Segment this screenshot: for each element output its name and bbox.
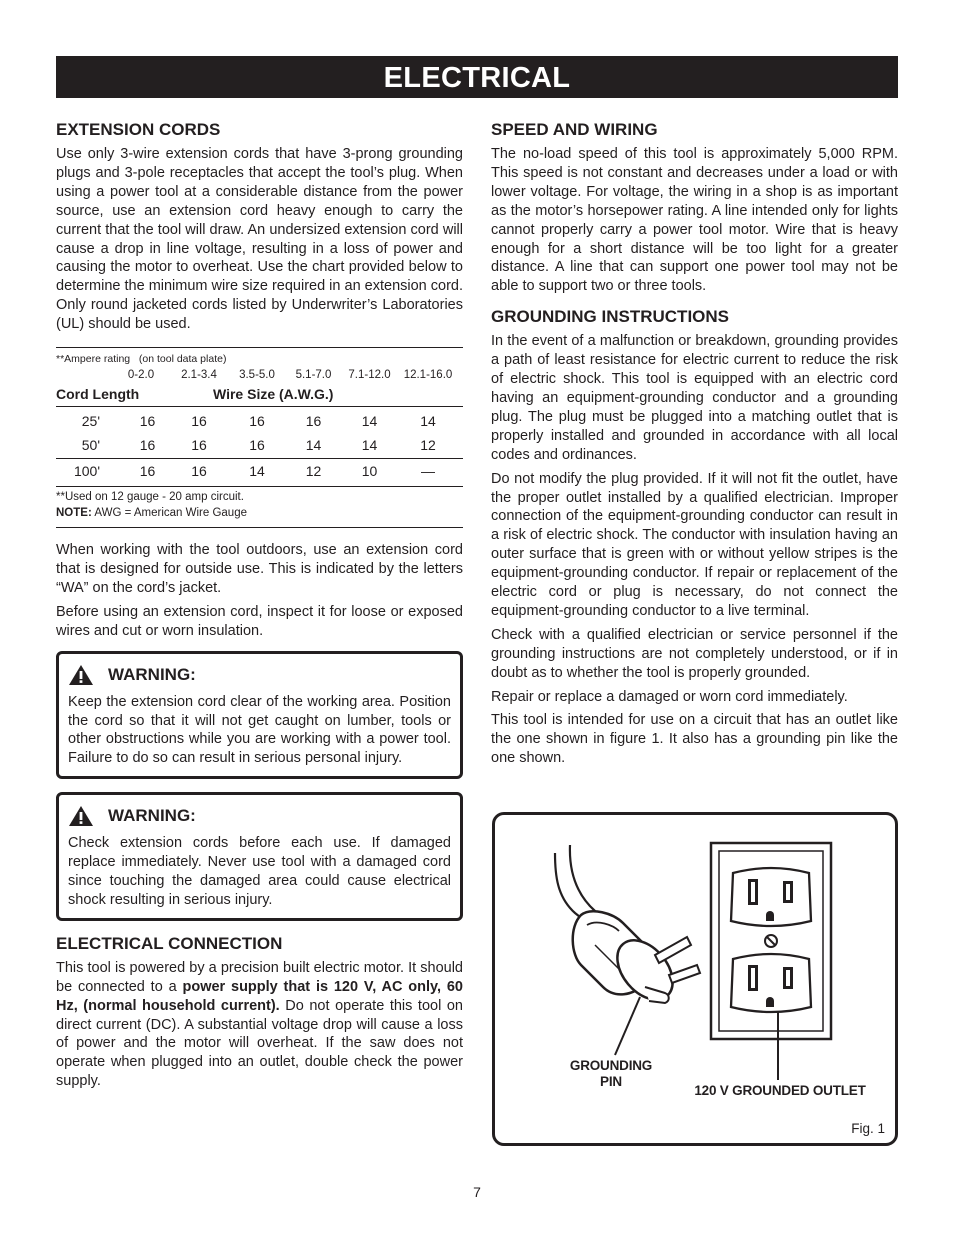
size-cell: 10 (361, 463, 378, 480)
electrical-connection-heading: ELECTRICAL CONNECTION (56, 933, 283, 953)
connection-text-b: Do not operate this tool on direct current (DC). A substantial voltage drop will cause a loss of power and the motor will overheat. If the saw does not operate when plugged into an outlet, double check the power supply. (56, 997, 463, 1090)
extension-cords-para-3: Before using an extension cord, inspect it for loose or exposed wires and cut or worn insulation. (56, 603, 463, 639)
ampere-ranges-row (56, 366, 463, 384)
size-cell: 12 (420, 437, 436, 454)
grounding-heading: GROUNDING INSTRUCTIONS (491, 307, 729, 327)
table-row (56, 458, 463, 483)
range-cell: 3.5-5.0 (239, 369, 275, 382)
section-title-bar (56, 56, 898, 98)
ampere-rating-title: **Ampere rating (56, 353, 131, 366)
size-cell: 12 (305, 463, 322, 480)
length-cell: 25' (81, 413, 100, 430)
size-cell: 16 (139, 413, 156, 430)
table-header-row (56, 384, 463, 407)
grounding-para-4: Repair or replace a damaged or worn cord immediately. (491, 688, 848, 705)
speed-wiring-section (491, 120, 898, 296)
range-cell: 0-2.0 (127, 369, 155, 382)
grounding-para-2: Do not modify the plug provided. If it will not fit the outlet, have the proper outlet installed by a qualified electrician. Improper connection of the equipment-grounding conductor can result in a risk of electric shock. The conductor with insulation having an outer surface that is green with or without yellow stripes is the equipment-grounding conductor. If repair or replacement of the electric cord or plug is necessary, do not connect the equipment-grounding conductor to a live terminal. (491, 470, 898, 619)
cord-length-header: Cord Length (56, 386, 140, 403)
warning-header (68, 664, 451, 686)
speed-wiring-text: The no-load speed of this tool is approximately 5,000 RPM. This speed is not constant and decreases under a load or with lower voltage. For voltage, the wiring in a shop is as important as the motor’s horsepower rating. A line intended only for lights cannot properly carry a power tool motor. Wire that is heavy enough for a short distance will be too light for a greater distance. A line that can support one power tool may not be able to support two or three tools. (491, 146, 898, 295)
size-cell: 16 (305, 413, 322, 430)
grounding-para-3: Check with a qualified electrician or service personnel if the grounding instructions are not completely understood, or if in doubt as to whether the tool is properly grounded. (491, 626, 898, 681)
size-cell: 16 (139, 463, 156, 480)
warning-text: Keep the extension cord clear of the working area. Position the cord so that it will not get caught on lumber, tools or other obstructions while you are working with a power tool. Failure to do so can result in serious personal injury. (68, 693, 451, 767)
warning-triangle-icon (68, 805, 94, 827)
size-cell: 16 (191, 437, 207, 454)
figure-1 (492, 812, 898, 1146)
grounding-section (491, 307, 898, 768)
size-cell: 14 (249, 463, 265, 480)
range-cell: 7.1-12.0 (348, 369, 391, 382)
range-cell: 5.1-7.0 (295, 369, 332, 382)
size-cell: 16 (139, 437, 156, 454)
grounding-para-1: In the event of a malfunction or breakdown, grounding provides a path of least resistance for electric current to reduce the risk of electric shock. This tool is equipped with an electric cord having an equipment-grounding conductor and a grounding plug. The plug must be plugged into a matching outlet that is properly installed and grounded in accordance with all local codes and ordinances. (491, 333, 898, 463)
extension-cords-section (56, 120, 463, 334)
size-cell: 16 (191, 463, 207, 480)
electrical-connection-section (56, 934, 463, 1091)
warning-label: WARNING: (108, 664, 196, 684)
size-cell: 16 (249, 437, 265, 454)
grounding-para-5: This tool is intended for use on a circuit that has an outlet like the one shown in figure 1. It also has a grounding pin like the one shown. (491, 712, 898, 767)
table-row (56, 409, 463, 433)
left-column (56, 120, 463, 1096)
wire-size-header: Wire Size (A.W.G.) (213, 386, 334, 403)
figure-caption: Fig. 1 (851, 1121, 885, 1136)
size-cell: 14 (361, 437, 378, 454)
electrical-connection-text (56, 959, 463, 1091)
warning-box-2 (56, 792, 463, 921)
grounding-pin-label-line-2: PIN (600, 1074, 622, 1089)
right-column (491, 120, 898, 773)
note-label: NOTE: (56, 506, 92, 519)
range-cell: 12.1-16.0 (403, 369, 453, 382)
table-footnotes (56, 486, 463, 521)
extension-cords-para-2: When working with the tool outdoors, use an extension cord that is designed for outside use. This is indicated by the letters “WA” on the cord’s jacket. (56, 542, 463, 596)
page-title: ELECTRICAL (383, 62, 571, 94)
warning-label: WARNING: (108, 806, 196, 826)
table-row (56, 433, 463, 457)
ampere-rating-label (56, 352, 463, 366)
speed-wiring-heading: SPEED AND WIRING (491, 120, 658, 139)
size-cell: 16 (191, 413, 207, 430)
extension-cords-para-1: Use only 3-wire extension cords that have 3-prong grounding plugs and 3-pole receptacles that accept the tool’s plug. When using a power tool at a considerable distance from the power source, use an extension cord heavy enough to carry the current that the tool will draw. An undersized extension cord will cause a drop in line voltage, resulting in a loss of power and causing the motor to overheat. Use the chart provided below to determine the minimum wire size required in an extension cord. Only round jacketed cords listed by Underwriter’s Laboratories (UL) should be used. (56, 146, 463, 333)
warning-triangle-icon (68, 664, 94, 686)
footnote-gauge: **Used on 12 gauge - 20 amp circuit. (56, 491, 244, 504)
size-cell: — (421, 463, 435, 480)
size-cell: 14 (361, 413, 378, 430)
wire-size-table (56, 347, 463, 528)
note-text: AWG = American Wire Gauge (91, 506, 247, 519)
warning-box-1 (56, 651, 463, 780)
warning-text: Check extension cords before each use. If damaged replace immediately. Never use tool with a damaged cord since touching the damaged area could cause electrical shock resulting in serious injury. (68, 835, 451, 908)
outlet-label: 120 V GROUNDED OUTLET (694, 1083, 866, 1098)
size-cell: 14 (420, 413, 436, 430)
footnote-awg (56, 506, 463, 522)
range-cell: 2.1-3.4 (181, 369, 217, 382)
page-number: 7 (473, 1184, 481, 1200)
connection-text-a: This tool is powered by a precision built electric motor. It should be connected to a (56, 959, 463, 995)
grounding-pin-label-line-1: GROUNDING (569, 1058, 653, 1073)
length-cell: 50' (81, 437, 100, 454)
size-cell: 16 (249, 413, 265, 430)
ampere-rating-sub: (on tool data plate) (138, 353, 227, 366)
size-cell: 14 (305, 437, 322, 454)
warning-header (68, 805, 451, 827)
length-cell: 100' (73, 463, 100, 480)
connection-text-bold: power supply that is 120 V, AC only, 60 Hz, (normal household current). (56, 978, 463, 1014)
extension-cords-heading: EXTENSION CORDS (56, 120, 221, 139)
grounding-pin-label (561, 1058, 661, 1090)
